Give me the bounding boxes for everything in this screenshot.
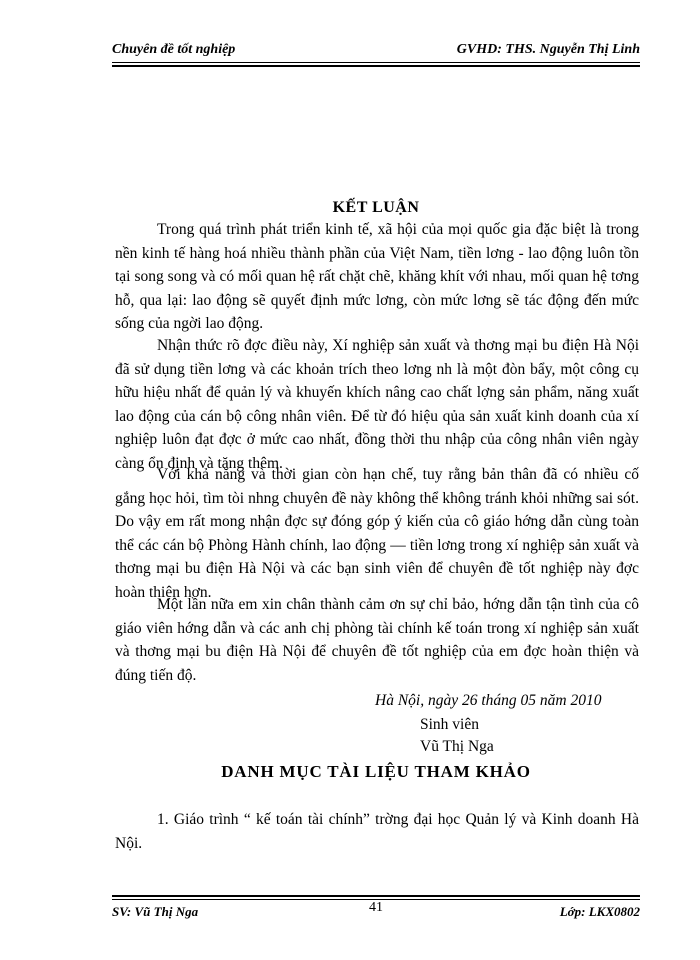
header-supervisor: GVHD: THS. Nguyễn Thị Linh bbox=[456, 42, 640, 57]
conclusion-title: KẾT LUẬN bbox=[332, 199, 420, 216]
header-divider bbox=[112, 65, 640, 67]
header-course-title: Chuyên đề tốt nghiệp bbox=[112, 42, 236, 57]
footer-student: SV: Vũ Thị Nga bbox=[112, 904, 199, 919]
conclusion-paragraph: Trong quá trình phát triển kinh tế, xã hội của mọi quốc gia đặc biệt là trong nền kinh tế hàng hoá nhiều thành phần của Việt Nam, tiền lơng - lao động luôn tồn tại song song và có mối quan hệ rất chặt chẽ, khăng khít với nhau, mối quan hệ tơng hỗ, qua lại: lao động sẽ quyết định mức lơng, còn mức lơng sẽ tác động đến mức sống của ngời lao động. bbox=[115, 221, 639, 333]
page-footer bbox=[112, 902, 640, 922]
signature-role: Sinh viên bbox=[420, 716, 479, 733]
conclusion-paragraph: Một lần nữa em xin chân thành cảm ơn sự chỉ bảo, hớng dẫn tận tình của cô giáo viên hớng dẫn và các anh chị phòng tài chính kế toán trong xí nghiệp sản xuất và thơng mại bu điện Hà Nội để chuyên đề tốt nghiệp của em đợc hoàn thiện và đúng tiến độ. bbox=[115, 596, 639, 684]
footer-class: Lớp: LKX0802 bbox=[559, 904, 640, 919]
references-title: DANH MỤC TÀI LIỆU THAM KHẢO bbox=[221, 762, 531, 781]
page-header bbox=[112, 38, 640, 63]
signature-name: Vũ Thị Nga bbox=[420, 738, 494, 755]
footer-divider bbox=[112, 895, 640, 897]
conclusion-paragraph: Với khả năng và thời gian còn hạn chế, tuy rằng bản thân đã có nhiều cố gắng học hỏi, tìm tòi nhng chuyên đề này không thể không tránh khỏi những sai sót. Do vậy em rất mong nhận đợc sự đóng góp ý kiến của cô giáo hớng dẫn cùng toàn thể các cán bộ Phòng Hành chính, lao động — tiền lơng trong xí nghiệp sản xuất và thơng mại bu điện Hà Nội và các bạn sinh viên để chuyên đề tốt nghiệp này đợc hoàn thiện hơn. bbox=[115, 466, 639, 601]
reference-item: 1. Giáo trình “ kế toán tài chính” trờng đại học Quản lý và Kinh doanh Hà Nội. bbox=[115, 811, 639, 852]
signature-date: Hà Nội, ngày 26 tháng 05 năm 2010 bbox=[375, 692, 602, 709]
page-number: 41 bbox=[369, 900, 383, 915]
conclusion-paragraph: Nhận thức rõ đợc điều này, Xí nghiệp sản xuất và thơng mại bu điện Hà Nội đã sử dụng tiền lơng và các khoản trích theo lơng nh là một đòn bẩy, một công cụ hữu hiệu nhất để quản lý và khuyến khích nâng cao chất lợng sản phẩm, năng xuất lao động của cán bộ công nhân viên. Để từ đó hiệu qủa sản xuất kinh doanh của xí nghiệp luôn đạt đợc ở mức cao nhất, đồng thời thu nhập của công nhân viên ngày càng ổn định và tăng thêm. bbox=[115, 337, 639, 472]
